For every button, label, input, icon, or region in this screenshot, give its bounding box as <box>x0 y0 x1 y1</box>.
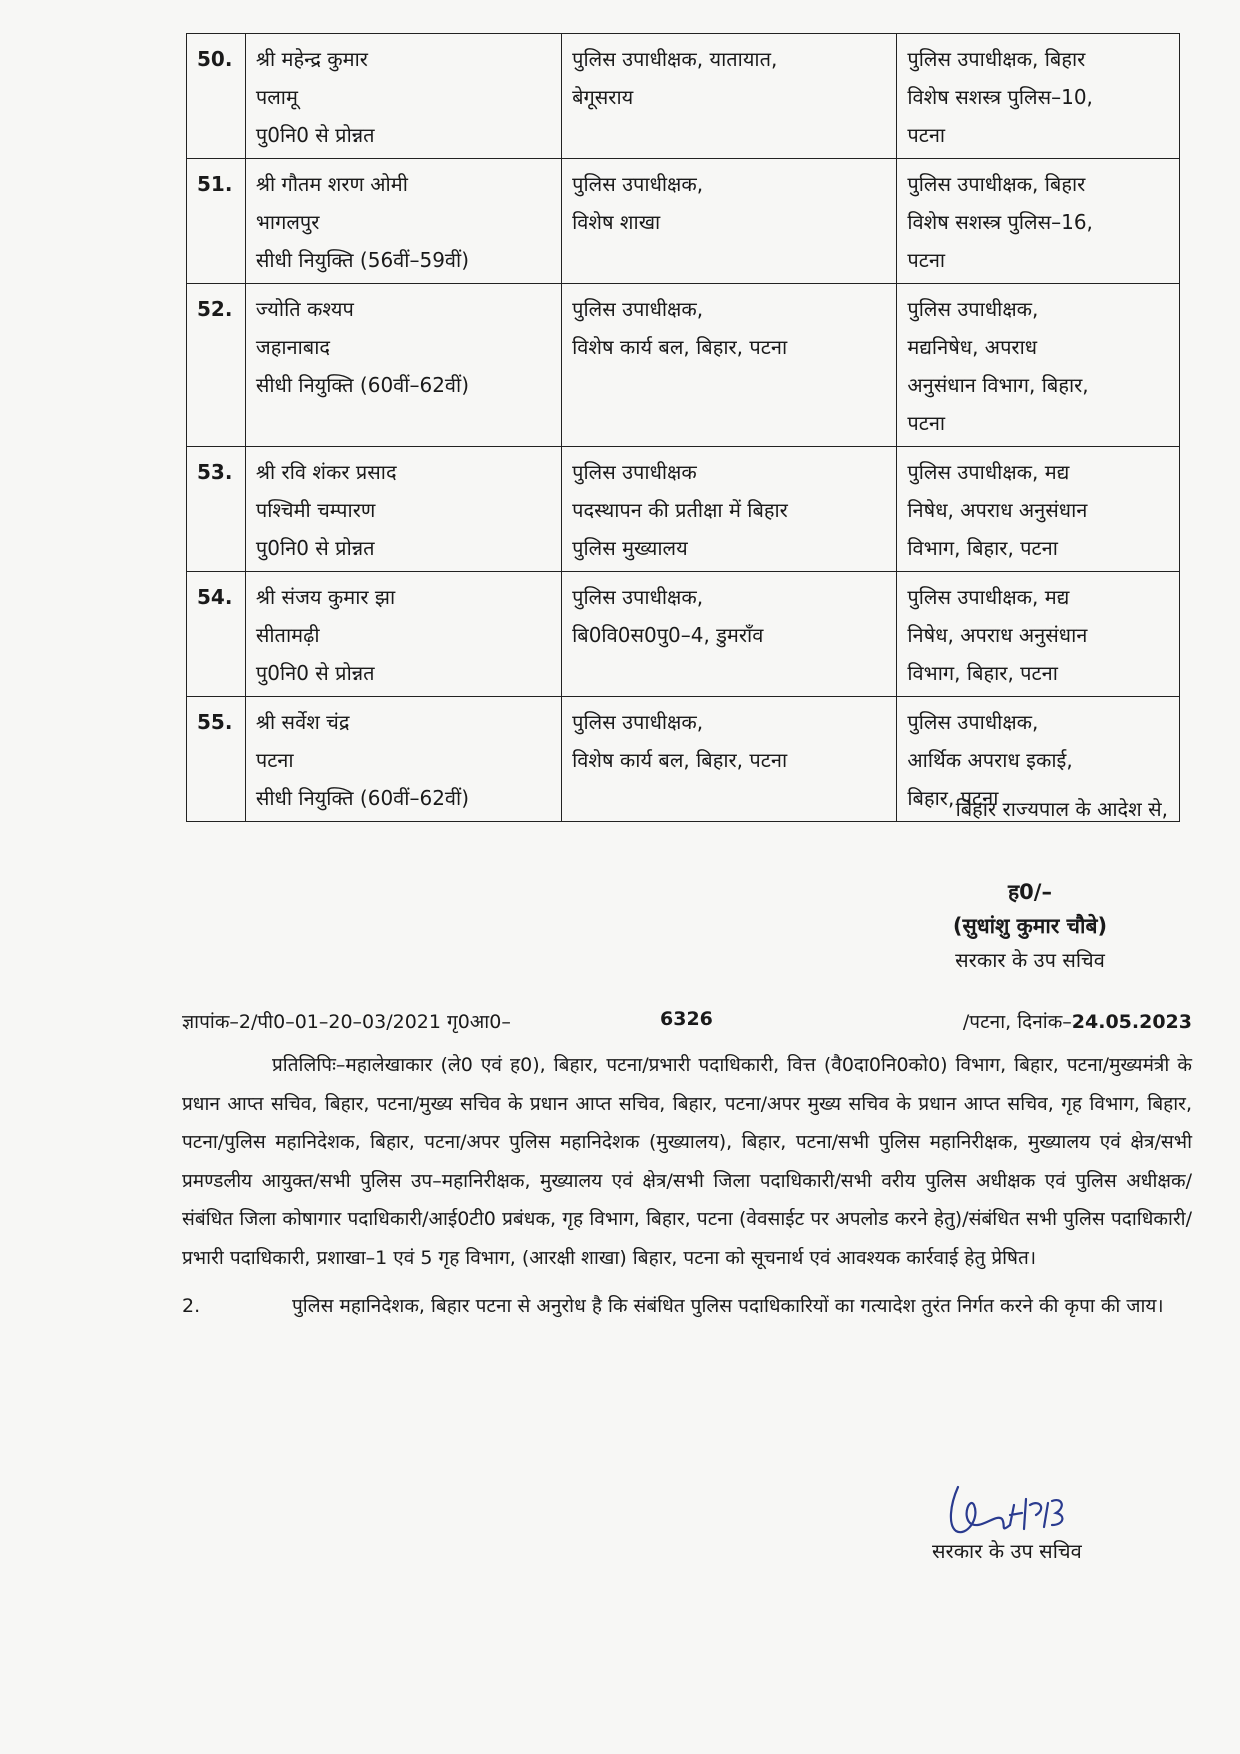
current-posting-cell-line: पुलिस उपाधीक्षक, <box>572 297 704 321</box>
officer-cell-line: सीतामढ़ी <box>255 623 320 647</box>
new-posting-cell-line: पुलिस उपाधीक्षक, मद्य <box>907 460 1070 484</box>
new-posting-cell-line: पुलिस उपाधीक्षक, बिहार <box>907 172 1086 196</box>
signatory-name: (सुधांशु कुमार चौबे) <box>952 914 1108 938</box>
current-posting-cell-line: बेगूसराय <box>572 85 634 109</box>
by-order-line: बिहार राज्यपाल के आदेश से, <box>955 797 1168 821</box>
officer-cell-line: पश्चिमी चम्पारण <box>255 498 376 522</box>
current-posting-cell <box>562 447 897 572</box>
table-row <box>187 572 1180 697</box>
current-posting-cell-line: पुलिस मुख्यालय <box>572 536 688 560</box>
handwritten-signature-icon <box>940 1475 1090 1545</box>
final-signature <box>910 1475 1140 1565</box>
table-row <box>187 34 1180 159</box>
serial-number: 55. <box>187 697 246 822</box>
officer-cell-line: सीधी नियुक्ति (56वीं–59वीं) <box>255 248 470 272</box>
memo-reference: ज्ञापांक–2/पी0–01–20–03/2021 गृ0आ0– <box>182 1011 511 1033</box>
officer-cell-line: सीधी नियुक्ति (60वीं–62वीं) <box>255 373 470 397</box>
current-posting-cell <box>562 572 897 697</box>
officer-cell-line: पु0नि0 से प्रोन्नत <box>255 661 375 685</box>
signatory-designation: सरकार के उप सचिव <box>955 948 1105 972</box>
new-posting-cell-line: पुलिस उपाधीक्षक, <box>907 297 1039 321</box>
current-posting-cell-line: पुलिस उपाधीक्षक <box>572 460 697 484</box>
officer-cell <box>245 159 561 284</box>
current-posting-cell-line: पुलिस उपाधीक्षक, <box>572 585 704 609</box>
current-posting-cell <box>562 159 897 284</box>
new-posting-cell-line: विभाग, बिहार, पटना <box>907 536 1058 560</box>
officer-cell <box>245 447 561 572</box>
memo-header <box>182 1008 1192 1042</box>
serial-number: 50. <box>187 34 246 159</box>
new-posting-cell-line: निषेध, अपराध अनुसंधान <box>907 498 1088 522</box>
current-posting-cell-line: पुलिस उपाधीक्षक, यातायात, <box>572 47 778 71</box>
new-posting-cell-line: पटना <box>907 411 946 435</box>
current-posting-cell-line: विशेष कार्य बल, बिहार, पटना <box>572 748 788 772</box>
memo-number: 6326 <box>660 1008 713 1030</box>
current-posting-cell-line: विशेष कार्य बल, बिहार, पटना <box>572 335 788 359</box>
officer-cell-line: श्री महेन्द्र कुमार <box>255 47 368 71</box>
new-posting-cell-line: निषेध, अपराध अनुसंधान <box>907 623 1088 647</box>
officer-cell <box>245 34 561 159</box>
serial-number: 51. <box>187 159 246 284</box>
paragraph-number: 2. <box>182 1295 201 1317</box>
officer-cell-line: श्री सर्वेश चंद्र <box>255 710 350 734</box>
officer-cell-line: ज्योति कश्यप <box>255 297 354 321</box>
request-paragraph <box>182 1287 1192 1326</box>
new-posting-cell-line: पटना <box>907 248 946 272</box>
new-posting-cell-line: पुलिस उपाधीक्षक, मद्य <box>907 585 1070 609</box>
officer-cell-line: भागलपुर <box>255 210 320 234</box>
current-posting-cell <box>562 697 897 822</box>
copy-to-paragraph: प्रतिलिपिः–महालेखाकार (ले0 एवं ह0), बिहार, पटना/प्रभारी पदाधिकारी, वित्त (वै0दा0नि0को0) विभाग, बिहार, पटना/मुख्यमंत्री के प्रधान आप्त सचिव, बिहार, पटना/मुख्य सचिव के प्रधान आप्त सचिव, बिहार, पटना/अपर मुख्य सचिव के प्रधान आप्त सचिव, गृह विभाग, बिहार, पटना/पुलिस महानिदेशक, बिहार, पटना/अपर पुलिस महानिदेशक (मुख्यालय), बिहार, पटना/सभी पुलिस महानिरीक्षक, मुख्यालय एवं क्षेत्र/सभी प्रमण्डलीय आयुक्त/सभी पुलिस उप–महानिरीक्षक, मुख्यालय एवं क्षेत्र/सभी जिला पदाधिकारी/सभी वरीय पुलिस अधीक्षक एवं पुलिस अधीक्षक/संबंधित जिला कोषागार पदाधिकारी/आई0टी0 प्रबंधक, गृह विभाग, बिहार, पटना (वेवसाईट पर अपलोड करने हेतु)/संबंधित सभी पुलिस पदाधिकारी/प्रभारी पदाधिकारी, प्रशाखा–1 एवं 5 गृह विभाग, (आरक्षी शाखा) बिहार, पटना को सूचनार्थ एवं आवश्यक कार्रवाई हेतु प्रेषित। <box>182 1054 1192 1269</box>
new-posting-cell <box>897 447 1180 572</box>
current-posting-cell <box>562 34 897 159</box>
table-row <box>187 284 1180 447</box>
table-row <box>187 447 1180 572</box>
new-posting-cell-line: पुलिस उपाधीक्षक, <box>907 710 1039 734</box>
new-posting-cell <box>897 159 1180 284</box>
new-posting-cell <box>897 572 1180 697</box>
new-posting-cell-line: बिहार, पटना <box>907 786 999 810</box>
new-posting-cell-line: विशेष सशस्त्र पुलिस–16, <box>907 210 1093 234</box>
new-posting-cell <box>897 34 1180 159</box>
officer-cell <box>245 572 561 697</box>
current-posting-cell-line: पदस्थापन की प्रतीक्षा में बिहार <box>572 498 788 522</box>
memo-section <box>182 1008 1192 1326</box>
officer-cell-line: पु0नि0 से प्रोन्नत <box>255 123 375 147</box>
officer-cell <box>245 697 561 822</box>
officer-cell-line: सीधी नियुक्ति (60वीं–62वीं) <box>255 786 470 810</box>
officer-cell-line: श्री संजय कुमार झा <box>255 585 396 609</box>
table-row <box>187 159 1180 284</box>
current-posting-cell-line: बि0वि0स0पु0–4, डुमराँव <box>572 623 764 647</box>
memo-date-prefix: /पटना, दिनांक– <box>962 1011 1072 1033</box>
new-posting-cell-line: आर्थिक अपराध इकाई, <box>907 748 1073 772</box>
new-posting-cell-line: अनुसंधान विभाग, बिहार, <box>907 373 1089 397</box>
officer-cell-line: जहानाबाद <box>255 335 330 359</box>
serial-number: 54. <box>187 572 246 697</box>
signature-block <box>880 875 1180 977</box>
request-text: पुलिस महानिदेशक, बिहार पटना से अनुरोध है कि संबंधित पुलिस पदाधिकारियों का गत्यादेश तुरंत निर्गत करने की कृपा की जाय। <box>292 1295 1164 1317</box>
current-posting-cell-line: विशेष शाखा <box>572 210 661 234</box>
current-posting-cell <box>562 284 897 447</box>
current-posting-cell-line: पुलिस उपाधीक्षक, <box>572 172 704 196</box>
new-posting-cell-line: मद्यनिषेध, अपराध <box>907 335 1038 359</box>
new-posting-cell <box>897 284 1180 447</box>
officer-cell-line: श्री गौतम शरण ओमी <box>255 172 408 196</box>
memo-date-value: 24.05.2023 <box>1071 1011 1192 1033</box>
new-posting-cell-line: पुलिस उपाधीक्षक, बिहार <box>907 47 1086 71</box>
memo-date <box>963 1008 1192 1034</box>
new-posting-cell-line: विभाग, बिहार, पटना <box>907 661 1058 685</box>
new-posting-cell-line: विशेष सशस्त्र पुलिस–10, <box>907 85 1093 109</box>
new-posting-cell-line: पटना <box>907 123 946 147</box>
serial-number: 53. <box>187 447 246 572</box>
officer-cell <box>245 284 561 447</box>
current-posting-cell-line: पुलिस उपाधीक्षक, <box>572 710 704 734</box>
officer-cell-line: पटना <box>255 748 294 772</box>
officer-cell-line: श्री रवि शंकर प्रसाद <box>255 460 397 484</box>
serial-number: 52. <box>187 284 246 447</box>
officer-cell-line: पलामू <box>255 85 298 109</box>
officer-cell-line: पु0नि0 से प्रोन्नत <box>255 536 375 560</box>
final-designation: सरकार के उप सचिव <box>932 1539 1082 1563</box>
transfer-table <box>186 33 1180 822</box>
signed-mark: ह0/– <box>1008 880 1052 904</box>
